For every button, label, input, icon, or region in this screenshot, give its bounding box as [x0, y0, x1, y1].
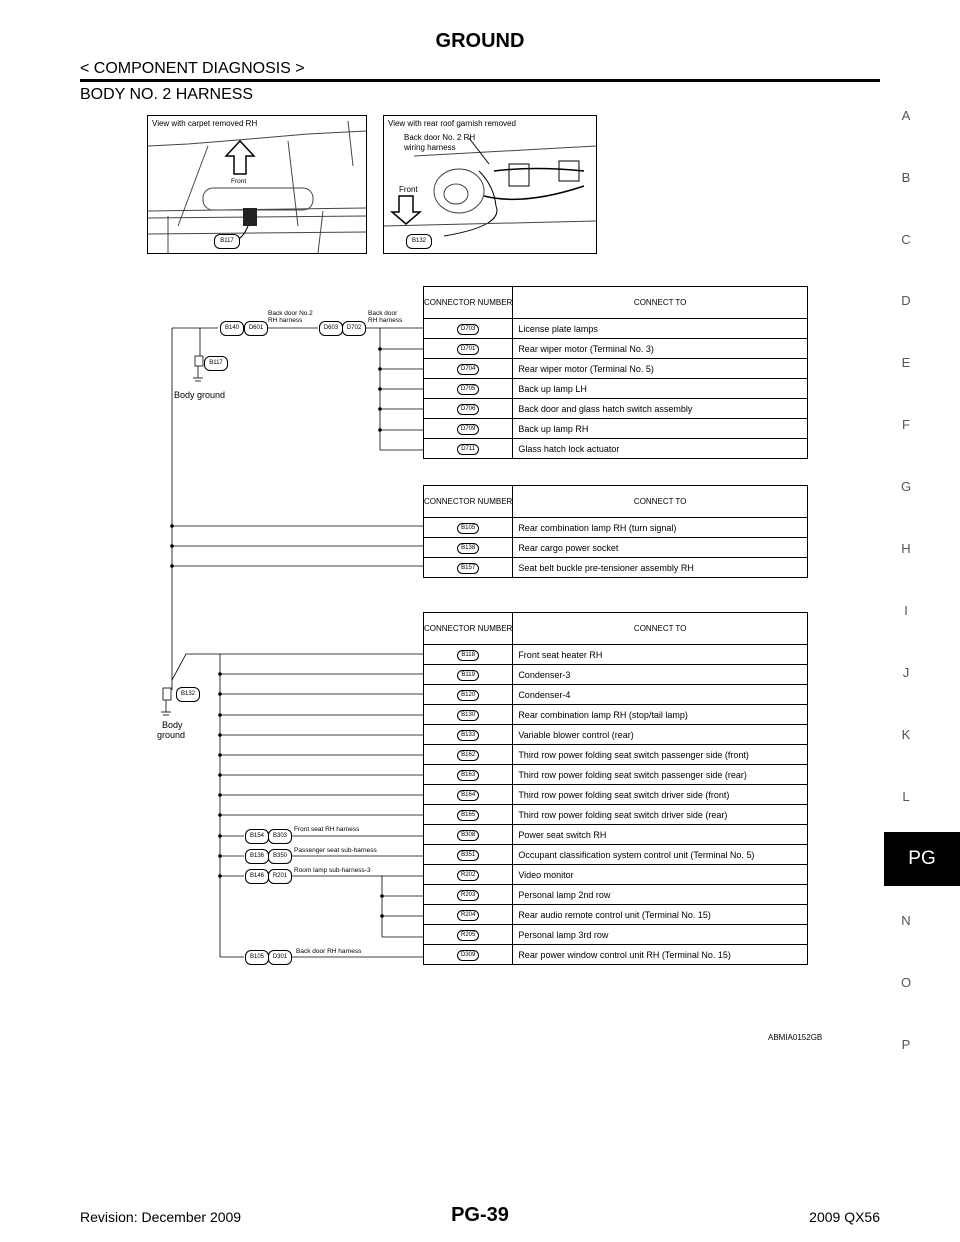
connect-to-cell: License plate lamps — [513, 319, 808, 339]
figure-reference-code: ABMIA0152GB — [768, 1033, 823, 1042]
connect-to-cell: Rear cargo power socket — [513, 538, 808, 558]
connector-id: B162 — [457, 750, 479, 761]
connector-id: R204 — [457, 910, 479, 921]
connect-to-cell: Condenser-4 — [513, 685, 808, 705]
table-row — [424, 765, 808, 785]
inline-connector-b350: B350 — [268, 849, 292, 864]
connect-to-cell: Third row power folding seat switch driver side (front) — [513, 785, 808, 805]
table3-header-connector: CONNECTOR NUMBER — [424, 613, 513, 645]
index-letter-j[interactable]: J — [902, 665, 910, 680]
ground-connector-b132: B132 — [176, 687, 200, 702]
connect-to-cell: Back up lamp LH — [513, 379, 808, 399]
connect-to-cell: Rear combination lamp RH (stop/tail lamp) — [513, 705, 808, 725]
index-letter-o[interactable]: O — [900, 975, 912, 990]
connect-to-cell: Personal lamp 3rd row — [513, 925, 808, 945]
connect-to-cell: Rear power window control unit RH (Terminal No. 15) — [513, 945, 808, 965]
connector-id: B120 — [457, 690, 479, 701]
index-letter-f[interactable]: F — [902, 417, 910, 432]
table-row — [424, 518, 808, 538]
inline1-label-line2: RH harness — [268, 317, 303, 324]
photo-left-front-label: Front — [231, 178, 247, 185]
connector-id: D711 — [457, 444, 479, 455]
table-row — [424, 319, 808, 339]
connector-id: D705 — [457, 384, 479, 395]
photo-right-harness-label: Back door No. 2 RH wiring harness — [404, 133, 476, 152]
connect-to-cell: Variable blower control (rear) — [513, 725, 808, 745]
connector-id: B351 — [457, 850, 479, 861]
inline-connector-b105: B105 — [245, 950, 269, 965]
footer-revision: Revision: December 2009 — [80, 1209, 242, 1225]
table-row — [424, 645, 808, 665]
photo-right-caption: View with rear roof garnish removed — [388, 119, 516, 128]
table-row — [424, 419, 808, 439]
table-row — [424, 665, 808, 685]
connect-to-cell: Condenser-3 — [513, 665, 808, 685]
footer-model: 2009 QX56 — [809, 1209, 880, 1225]
connector-id: B119 — [457, 670, 479, 681]
index-letter-c[interactable]: C — [901, 232, 911, 247]
connect-to-cell: Third row power folding seat switch passenger side (front) — [513, 745, 808, 765]
table2-header-connector: CONNECTOR NUMBER — [424, 486, 513, 518]
table-row — [424, 538, 808, 558]
connector-id: R202 — [457, 870, 479, 881]
inline-connector-b140: B140 — [220, 321, 244, 336]
inline-connector-b136: B136 — [245, 849, 269, 864]
inline3-label: Front seat RH harness — [294, 826, 360, 833]
table3-header-connect-to: CONNECT TO — [513, 613, 808, 645]
connect-to-cell: Video monitor — [513, 865, 808, 885]
connect-to-cell: Glass hatch lock actuator — [513, 439, 808, 459]
connector-table-2 — [423, 485, 808, 578]
connect-to-cell: Rear wiper motor (Terminal No. 5) — [513, 359, 808, 379]
connect-to-cell: Rear audio remote control unit (Terminal No. 15) — [513, 905, 808, 925]
inline5-label: Room lamp sub-harness-3 — [294, 867, 371, 874]
table-row — [424, 825, 808, 845]
index-letter-i[interactable]: I — [904, 603, 908, 618]
connector-id: D703 — [457, 324, 479, 335]
connect-to-cell: Rear wiper motor (Terminal No. 3) — [513, 339, 808, 359]
index-tab-pg-active[interactable]: PG — [884, 832, 960, 886]
table-row — [424, 805, 808, 825]
connector-id: B105 — [457, 523, 479, 534]
connect-to-cell: Occupant classification system control unit (Terminal No. 5) — [513, 845, 808, 865]
index-letter-a[interactable]: A — [901, 108, 911, 123]
table1-header-connector: CONNECTOR NUMBER — [424, 287, 513, 319]
connect-to-cell: Third row power folding seat switch passenger side (rear) — [513, 765, 808, 785]
index-letter-h[interactable]: H — [901, 541, 911, 556]
table-row — [424, 359, 808, 379]
table-row — [424, 905, 808, 925]
table-row — [424, 745, 808, 765]
table-row — [424, 379, 808, 399]
table-row — [424, 925, 808, 945]
connector-id: B138 — [457, 543, 479, 554]
connector-id: B164 — [457, 790, 479, 801]
table-row — [424, 845, 808, 865]
table-row — [424, 945, 808, 965]
connector-id: D309 — [457, 950, 479, 961]
table1-header-connect-to: CONNECT TO — [513, 287, 808, 319]
table-row — [424, 705, 808, 725]
table-row — [424, 558, 808, 578]
connector-table-1 — [423, 286, 808, 459]
connector-id: B163 — [457, 770, 479, 781]
connector-id: B165 — [457, 810, 479, 821]
table-row — [424, 865, 808, 885]
table-row — [424, 725, 808, 745]
table-row — [424, 339, 808, 359]
index-letter-d[interactable]: D — [901, 293, 911, 308]
inline-connector-d601: D601 — [244, 321, 268, 336]
section-label: < COMPONENT DIAGNOSIS > — [80, 60, 305, 77]
table2-header-connect-to: CONNECT TO — [513, 486, 808, 518]
index-letter-k[interactable]: K — [901, 727, 911, 742]
connect-to-cell: Rear combination lamp RH (turn signal) — [513, 518, 808, 538]
connector-id: B130 — [457, 710, 479, 721]
table-row — [424, 685, 808, 705]
inline-connector-b303: B303 — [268, 829, 292, 844]
inline2-label-line2: RH harness — [368, 317, 403, 324]
connect-to-cell: Power seat switch RH — [513, 825, 808, 845]
connector-id: D704 — [457, 364, 479, 375]
connector-id: B133 — [457, 730, 479, 741]
connector-id: D706 — [457, 404, 479, 415]
table-row — [424, 399, 808, 419]
connect-to-cell: Seat belt buckle pre-tensioner assembly RH — [513, 558, 808, 578]
photo-right-connector-b132: B132 — [406, 234, 432, 249]
connect-to-cell: Personal lamp 2nd row — [513, 885, 808, 905]
page-heading: BODY NO. 2 HARNESS — [80, 86, 254, 103]
inline-connector-d301: D301 — [268, 950, 292, 965]
table-row — [424, 439, 808, 459]
connector-id: R205 — [457, 930, 479, 941]
ground2-label-line2: ground — [157, 730, 186, 740]
inline6-label: Back door RH harness — [296, 948, 362, 955]
connector-id: D701 — [457, 344, 479, 355]
inline-connector-d702: D702 — [342, 321, 366, 336]
inline2-label-line1: Back door — [368, 310, 398, 317]
inline-connector-b154: B154 — [245, 829, 269, 844]
inline-connector-d603: D603 — [319, 321, 343, 336]
connector-id: B308 — [457, 830, 479, 841]
connect-to-cell: Third row power folding seat switch driver side (rear) — [513, 805, 808, 825]
photo-left-caption: View with carpet removed RH — [152, 119, 258, 128]
connector-id: B118 — [457, 650, 479, 661]
index-letter-b[interactable]: B — [901, 170, 911, 185]
index-letter-e[interactable]: E — [901, 355, 911, 370]
inline-connector-b146: B146 — [245, 869, 269, 884]
footer-page-number: PG-39 — [451, 1204, 509, 1226]
table-row — [424, 885, 808, 905]
index-letter-n[interactable]: N — [901, 913, 911, 928]
connect-to-cell: Front seat heater RH — [513, 645, 808, 665]
inline4-label: Passenger seat sub-harness — [294, 847, 377, 854]
connector-id: R203 — [457, 890, 479, 901]
ground-connector-b117: B117 — [204, 356, 228, 371]
connect-to-cell: Back door and glass hatch switch assembly — [513, 399, 808, 419]
photo-right-front-label: Front — [399, 185, 418, 194]
ground1-label: Body ground — [174, 390, 226, 400]
inline1-label-line1: Back door No.2 — [268, 310, 313, 317]
connector-id: B157 — [457, 563, 479, 574]
index-letter-g[interactable]: G — [900, 479, 912, 494]
index-letter-l[interactable]: L — [902, 789, 910, 804]
table-row — [424, 785, 808, 805]
ground2-label-line1: Body — [162, 720, 183, 730]
photo-left-connector-b117: B117 — [214, 234, 240, 249]
connector-table-3 — [423, 612, 808, 965]
page-title: GROUND — [435, 30, 525, 52]
connect-to-cell: Back up lamp RH — [513, 419, 808, 439]
connector-id: D709 — [457, 424, 479, 435]
inline-connector-r201: R201 — [268, 869, 292, 884]
index-letter-p[interactable]: P — [901, 1037, 911, 1052]
